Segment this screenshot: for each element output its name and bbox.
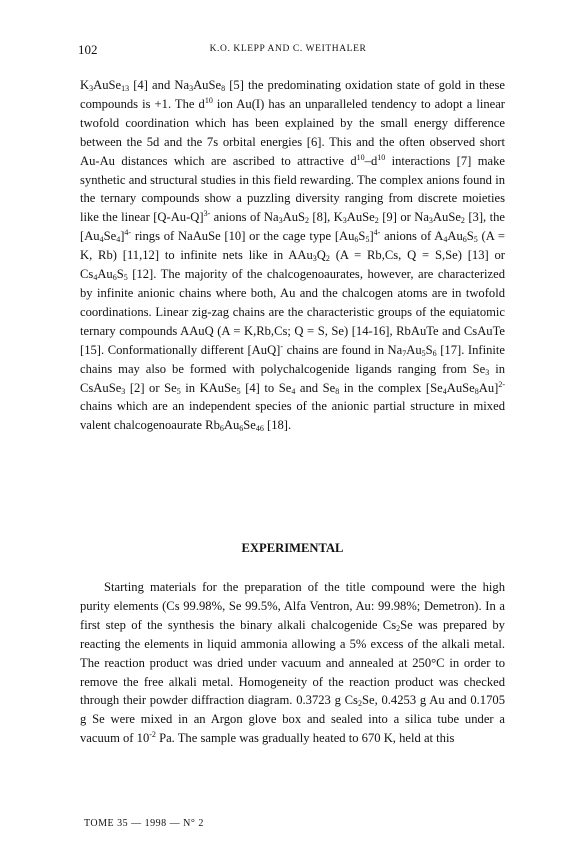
running-head: K.O. KLEPP AND C. WEITHALER xyxy=(209,44,367,54)
page-number: 102 xyxy=(78,42,98,57)
intro-paragraph: $K_3AuSe_{13}$ [4] and $Na_3AuSe_8$ [5] the predominating oxidation state of gold in these compounds is +1. The $d^{10}$ ion Au(I) has an unparalleled tendency to adopt a linear twofold coordination which has been explained by the small energy difference between the 5d and the 7s orbital energies [6]. This and the often observed short Au-Au distances which are ascribed to attractive $d^{10}-d^{10}$ interactions [7] make synthetic and structural studies in this field rewarding. The complex anions found in the ternary compounds show a puzzling diversity ranging from discrete moieties like the linear $[Q-Au-Q]^{3-}$ anions of $Na_3AuS_2$ [8], $K_3AuSe_2$ [9] or $Na_3AuSe_2$ [3], the $[Au_4Se_4]^{4-}$ rings of NaAuSe [10] or the cage type $[Au_6S_5]^{4-}$ anions of $A_4Au_6S_5$ (A = K, Rb) [11,12] to infinite nets like in $AAu_3Q_2$ (A = Rb,Cs, Q = S,Se) [13] or $Cs_4Au_6S_5$ [12]. The majority of the chalcogenoaurates, however, are characterized by infinite anionic chains where both, Au and the chalcogen atoms are in twofold coordinations. Linear zig-zag chains are the characteristic groups of the equiatomic ternary compounds AAuQ (A = K,Rb,Cs; Q = S, Se) [14-16], RbAuTe and CsAuTe [15]. Conformationally different [AuQ]- chains are found in $Na_7Au_5S_6$ [17]. Infinite chains may also be formed with polychalcogenide ligands ranging from $Se_3$ in CsAuSe$_3$ [2] or $Se_5$ in KAuSe$_5$ [4] to $Se_4$ and $Se_8$ in the complex $[Se_4AuSe_8Au]^{2-}$ chains which are an independent species of the anionic partial structure in mixed valent chalcogenoaurate $Rb_6Au_6Se_{46}$ [18]. xyxy=(80,78,506,434)
page-footer: TOME 35 — 1998 — N° 2 xyxy=(84,818,204,829)
section-heading-experimental: EXPERIMENTAL xyxy=(241,541,344,555)
intro-paragraph-block xyxy=(80,76,505,435)
experimental-paragraph-block xyxy=(80,578,505,748)
page-header xyxy=(78,42,498,58)
experimental-paragraph: Starting materials for the preparation of the title compound were the high purity elements (Cs 99.98%, Se 99.5%, Alfa Ventron, Au: 99.98%; Demetron). In a first step of the synthesis the binary alkali chalcogenide $Cs_2Se$ was prepared by reacting the elements in liquid ammonia allowing a 5% excess of the alkali metal. The reaction product was dried under vacuum and annealed at 250°C in order to remove the free alkali metal. Homogeneity of the reaction product was checked through their powder diffraction diagram. 0.3723 g $Cs_2Se$, 0.4253 g Au and 0.1705 g Se were mixed in an Argon glove box and sealed into a silica tube under a vacuum of $10^{-2}$ Pa. The sample was gradually heated to 670 K, held at this xyxy=(80,580,505,746)
